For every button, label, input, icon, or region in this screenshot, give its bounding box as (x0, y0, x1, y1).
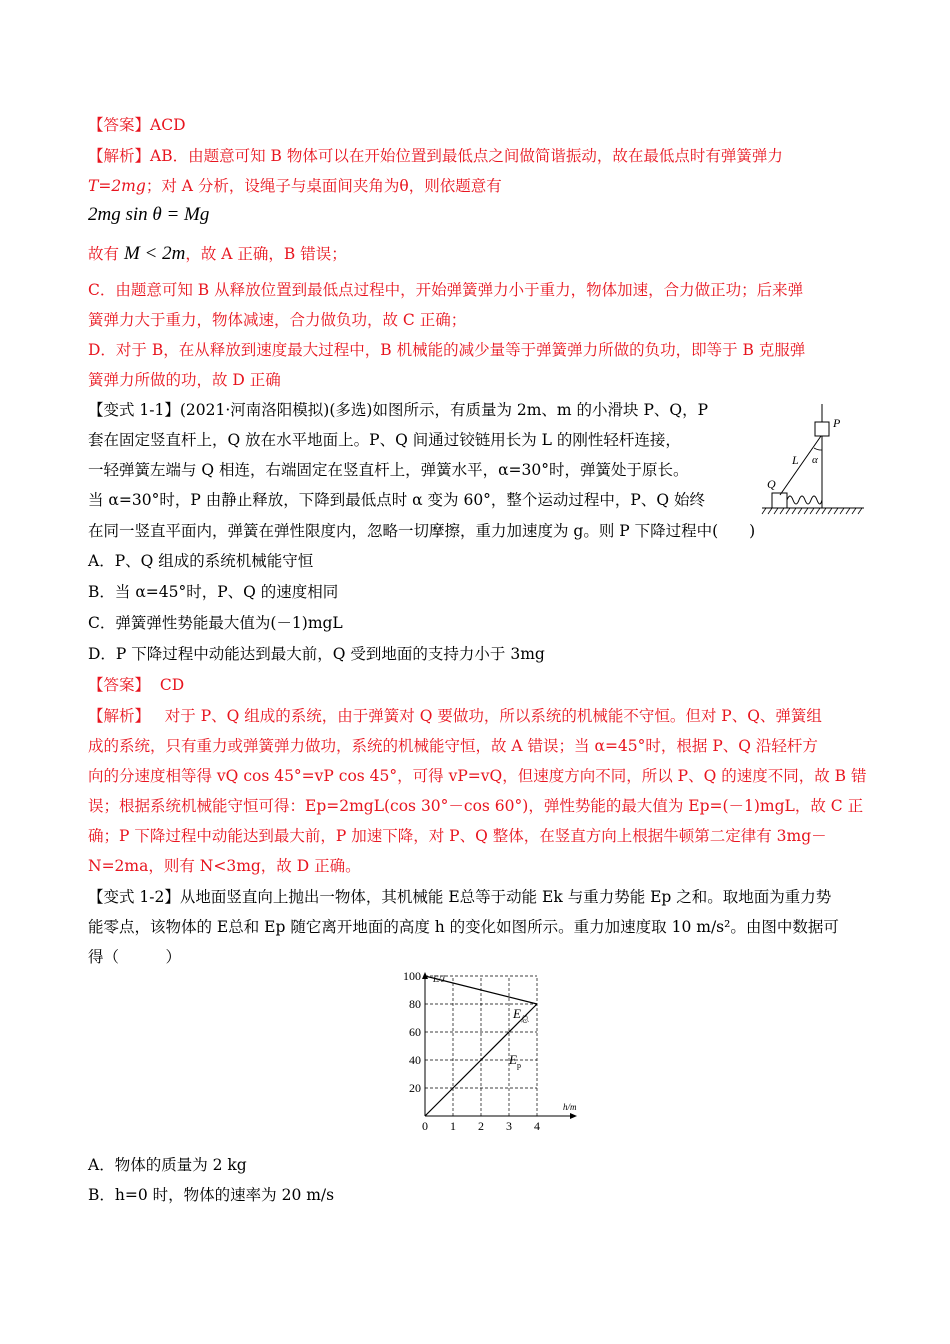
question-1-1-line-2: 套在固定竖直杆上，Q 放在水平地面上。P、Q 间通过铰链用长为 L 的刚性轻杆连接， (88, 431, 681, 449)
answer-value: CD (159, 676, 185, 694)
block-q (772, 493, 787, 508)
chart-grid (425, 976, 537, 1116)
analysis-line-5: 簧弹力大于重力，物体减速，合力做负功，故 C 正确； (88, 311, 467, 329)
pulley-rod-diagram (758, 400, 868, 522)
y-tick-label: 100 (403, 969, 421, 983)
x-tick-label: 4 (534, 1119, 540, 1133)
analysis2-line-1: 【解析】 对于 P、Q 组成的系统，由于弹簧对 Q 要做功，所以系统的机械能不守恒。但对 P、Q、弹簧组 (88, 707, 822, 725)
y-axis-arrow (422, 972, 428, 979)
answer-label: 【答案】 (88, 676, 151, 694)
analysis-label: 【解析】 (88, 147, 151, 165)
answer-label: 【答案】 (88, 116, 151, 134)
analysis-line-1: 【解析】AB．由题意可知 B 物体可以在开始位置到最低点之间做简谐振动，故在最低点时有弹簧弹力 (88, 147, 783, 165)
analysis-line-3: 故有 M < 2m，故 A 正确，B 错误； (88, 243, 347, 264)
analysis2-line-6: N=2ma，则有 N<3mg，故 D 正确。 (88, 857, 361, 875)
y-tick-label: 40 (409, 1053, 421, 1067)
x-tick-label: 1 (450, 1119, 456, 1133)
analysis-line-2: T=2mg；对 A 分析，设绳子与桌面间夹角为θ，则依题意有 (88, 177, 502, 195)
analysis-line-7: 簧弹力所做的功，故 D 正确 (88, 371, 281, 389)
y-tick-label: 80 (409, 997, 421, 1011)
label-q: Q (767, 477, 776, 491)
series-label: $E_总$ (513, 1006, 529, 1024)
y-tick-label: 20 (409, 1081, 421, 1095)
block-p (815, 422, 829, 436)
spring (787, 496, 822, 504)
analysis2-line-3: 向的分速度相等得 vQ cos 45°=vP cos 45°，可得 vP=vQ，但速度方向不同，所以 P、Q 的速度不同，故 B 错 (88, 767, 867, 785)
question-1-1-line-1: 【变式 1-1】(2021·河南洛阳模拟)(多选)如图所示，有质量为 2m、m 的小滑块 P、Q，P (88, 401, 709, 419)
analysis2-line-2: 成的系统，只有重力或弹簧弹力做功，系统的机械能守恒，故 A 错误；当 α=45°时，根据 P、Q 沿轻杆方 (88, 737, 818, 755)
question-1-2-line-1: 【变式 1-2】从地面竖直向上抛出一物体，其机械能 E总等于动能 Ek 与重力势能 Ep 之和。取地面为重力势 (88, 888, 832, 906)
answer-line-1 (88, 115, 186, 135)
question-1-1-line-4: 当 α=30°时，P 由静止释放，下降到最低点时 α 变为 60°，整个运动过程中，P、Q 始终 (88, 491, 705, 509)
x-axis-arrow (570, 1113, 577, 1119)
label-l: L (792, 453, 799, 467)
option-a: A．P、Q 组成的系统机械能守恒 (88, 552, 314, 570)
analysis2-line-4: 误；根据系统机械能守恒可得：Ep=2mgL(cos 30°－cos 60°)，弹性势能的最大值为 Ep=(－1)mgL，故 C 正 (88, 797, 864, 815)
analysis-label: 【解析】 (88, 707, 151, 725)
analysis-line-6: D．对于 B，在从释放到速度最大过程中，B 机械能的减少量等于弹簧弹力所做的负功，即等于 B 克服弹 (88, 341, 806, 359)
energy-height-chart (385, 968, 595, 1138)
option-c: C．弹簧弹性势能最大值为(－1)mgL (88, 614, 343, 632)
series-label: $E_p$ (509, 1052, 521, 1070)
chart-ticks (403, 969, 540, 1133)
equation-line: 2mg sin θ = Mg (88, 204, 210, 225)
question-1-1-line-5: 在同一竖直平面内，弹簧在弹性限度内，忽略一切摩擦，重力加速度为 g。则 P 下降过程中( ) (88, 522, 756, 540)
question-1-2-line-3: 得（ ） (88, 948, 182, 966)
x-tick-label: 2 (478, 1119, 484, 1133)
answer-line-2 (88, 675, 184, 695)
question-1-2-line-2: 能零点，该物体的 E总和 Ep 随它离开地面的高度 h 的变化如图所示。重力加速度取 10 m/s²。由图中数据可 (88, 918, 839, 936)
analysis2-line-5: 确；P 下降过程中动能达到最大前，P 加速下降，对 P、Q 整体，在竖直方向上根据牛顿第二定律有 3mg－ (88, 827, 827, 845)
ground-hatch (762, 508, 862, 514)
x-tick-label: 3 (506, 1119, 512, 1133)
x-tick-label: 0 (422, 1119, 428, 1133)
x-axis-label: h/m (563, 1102, 577, 1112)
y-axis-label: E/J (433, 974, 445, 984)
label-p: P (833, 416, 841, 430)
analysis-line-4: C．由题意可知 B 从释放位置到最低点过程中，开始弹簧弹力小于重力，物体加速，合力做正功；后来弹 (88, 281, 804, 299)
y-tick-label: 60 (409, 1025, 421, 1039)
question-1-2-option-b: B．h=0 时，物体的速率为 20 m/s (88, 1186, 335, 1204)
question-1-1-line-3: 一轻弹簧左端与 Q 相连，右端固定在竖直杆上，弹簧水平，α=30°时，弹簧处于原长。 (88, 461, 689, 479)
answer-value: ACD (150, 116, 186, 134)
label-alpha: α (812, 454, 818, 466)
option-b: B．当 α=45°时，P、Q 的速度相同 (88, 583, 339, 601)
question-1-2-option-a: A．物体的质量为 2 kg (88, 1156, 247, 1174)
option-d: D．P 下降过程中动能达到最大前，Q 受到地面的支持力小于 3mg (88, 645, 545, 663)
angle-arc (814, 448, 822, 450)
